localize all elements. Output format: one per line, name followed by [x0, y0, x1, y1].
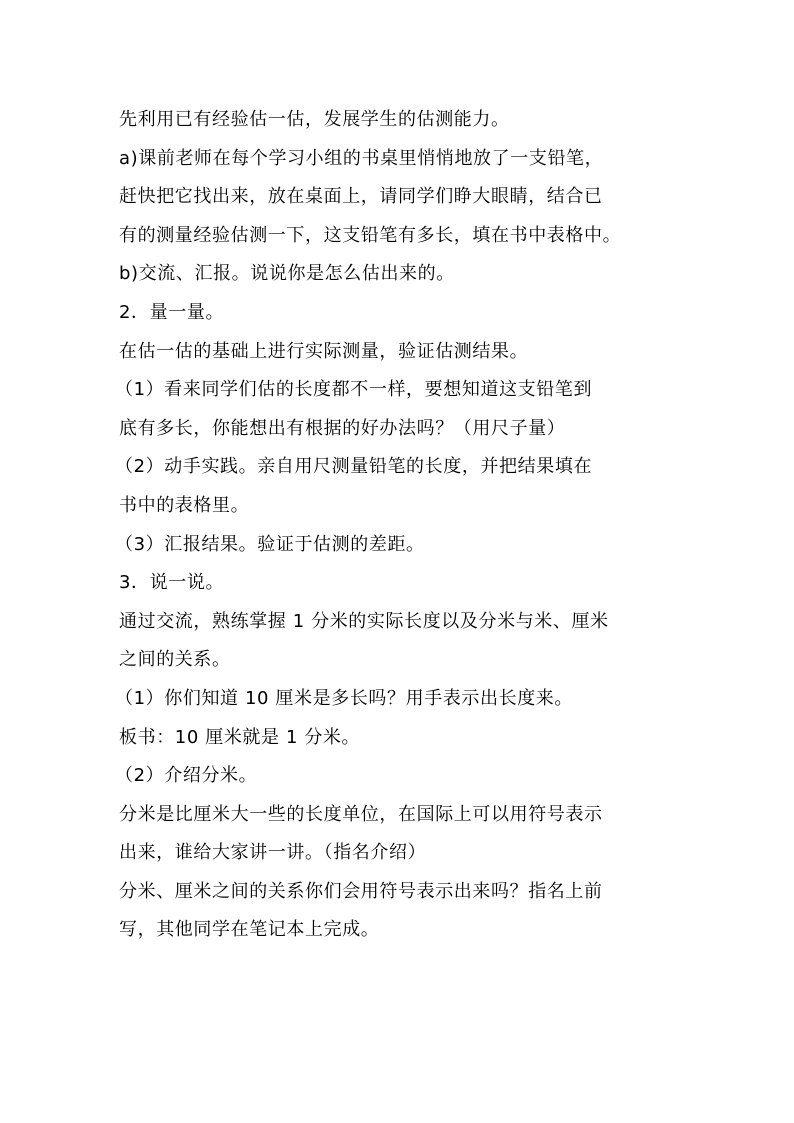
text-line: 先利用已有经验估一估，发展学生的估测能力。 — [119, 109, 510, 130]
text-line: 写，其他同学在笔记本上完成。 — [119, 919, 380, 941]
text-line: a)课前老师在每个学习小组的书桌里悄悄地放了一支铅笔， — [119, 147, 604, 169]
text-line: 板书：10 厘米就是 1 分米。 — [119, 726, 361, 748]
text-line: 在估一估的基础上进行实际测量，验证估测结果。 — [119, 340, 529, 362]
text-line: 通过交流，熟练掌握 1 分米的实际长度以及分米与米、厘米 — [119, 610, 609, 632]
text-line: b)交流、汇报。说说你是怎么估出来的。 — [119, 263, 455, 285]
text-line: 有的测量经验估测一下，这支铅笔有多长，填在书中表格中。 — [119, 224, 622, 246]
text-line: 书中的表格里。 — [119, 494, 250, 516]
text-line: （1）你们知道 10 厘米是多长吗？用手表示出长度来。 — [115, 687, 573, 709]
text-line: 分米是比厘米大一些的长度单位，在国际上可以用符号表示 — [119, 803, 603, 825]
text-line: 之间的关系。 — [119, 649, 231, 671]
text-line: （2）动手实践。亲自用尺测量铅笔的长度，并把结果填在 — [115, 456, 593, 478]
text-line: 赶快把它找出来，放在桌面上，请同学们睁大眼睛，结合已 — [119, 186, 603, 208]
text-line: 分米、厘米之间的关系你们会用符号表示出来吗？指名上前 — [119, 880, 603, 902]
section-heading: 2．量一量。 — [119, 301, 225, 323]
text-line: 出来，谁给大家讲一讲。（指名介绍） — [119, 842, 427, 864]
document-body — [115, 101, 689, 950]
text-line: （2）介绍分米。 — [115, 765, 258, 787]
text-line: （3）汇报结果。验证于估测的差距。 — [115, 533, 425, 555]
text-line: 底有多长，你能想出有根据的好办法吗？（用尺子量） — [119, 417, 566, 439]
section-heading: 3．说一说。 — [119, 572, 225, 594]
text-line: （1）看来同学们估的长度都不一样，要想知道这支铅笔到 — [115, 379, 593, 401]
